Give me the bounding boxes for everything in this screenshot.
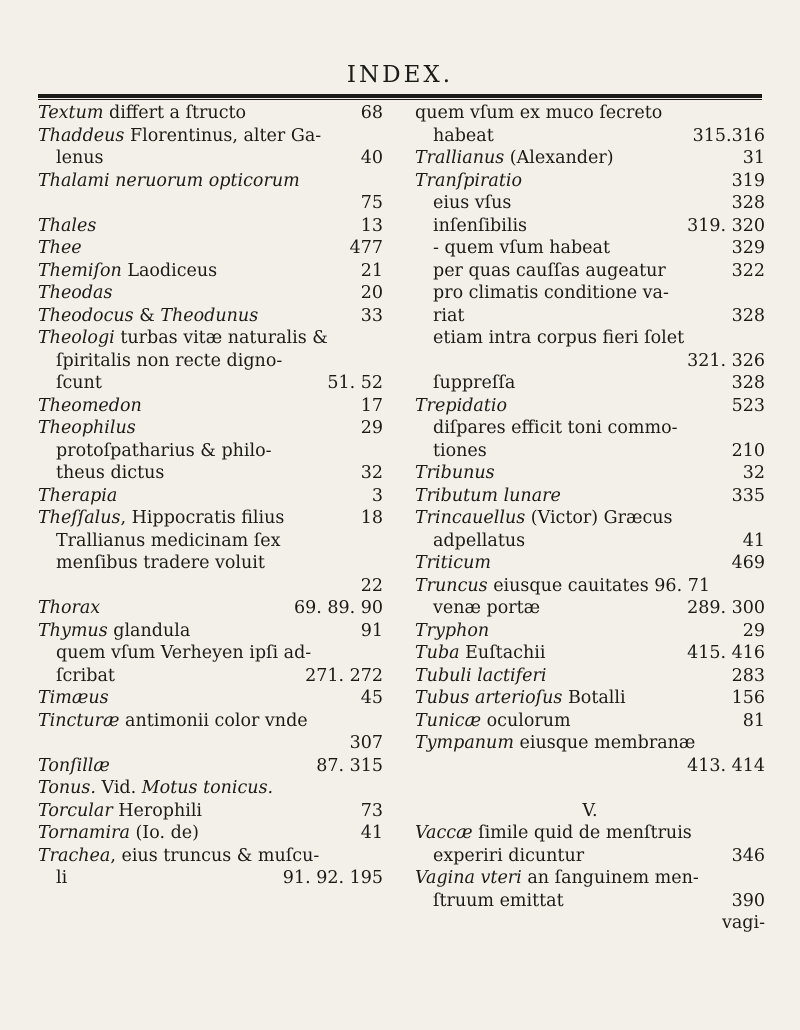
index-text: Trallianus medicinam ſex (56, 530, 281, 551)
index-text: ſpiritalis non recte digno- (56, 350, 283, 371)
index-line (38, 642, 383, 665)
page-numbers: 415. 416 (687, 643, 765, 663)
index-line (38, 530, 383, 553)
index-text: venæ portæ (433, 598, 541, 618)
index-line (38, 440, 383, 463)
left-column (38, 102, 383, 890)
index-line (38, 462, 383, 485)
index-line (415, 260, 765, 283)
index-term: Theſſalus (38, 508, 121, 528)
index-text: eiusque cauitates 96. 71 (487, 575, 710, 596)
index-term: Thorax (38, 598, 101, 618)
page-numbers: 328 (731, 305, 765, 326)
index-term: Textum (38, 103, 104, 123)
page-numbers: 307 (349, 733, 383, 753)
page-numbers: 329 (731, 238, 765, 258)
index-term: Theodocus (38, 305, 134, 326)
index-line (415, 642, 765, 665)
index-line (38, 755, 383, 778)
index-text: eius vſus (433, 193, 512, 213)
index-line (415, 732, 765, 755)
page-numbers: 283 (731, 665, 765, 686)
index-text: riat (433, 305, 465, 326)
page-numbers: 335 (731, 485, 765, 506)
index-line (415, 912, 765, 935)
index-text: quem vſum ex muco ſecreto (415, 103, 663, 123)
index-term: Theologi (38, 328, 115, 348)
index-term: Tonſillæ (38, 755, 110, 776)
index-line (415, 350, 765, 373)
page-numbers: 29 (742, 620, 765, 641)
index-text: Vid. (95, 778, 142, 798)
index-term: Therapia (38, 485, 118, 506)
index-term: Vaccæ (415, 823, 473, 843)
page-numbers: 210 (731, 440, 765, 461)
index-line (415, 687, 765, 710)
index-line (38, 170, 383, 193)
index-line (415, 890, 765, 913)
index-term: Thales (38, 215, 97, 236)
page-numbers: 413. 414 (687, 755, 765, 776)
page-numbers: 22 (360, 575, 383, 596)
index-line (38, 732, 383, 755)
index-line (415, 395, 765, 418)
page-header: INDEX. (346, 62, 454, 88)
index-term: Themiſon (38, 260, 122, 281)
index-text: (Io. de) (129, 823, 199, 843)
index-text: (Alexander) (504, 148, 614, 168)
page-numbers: 32 (360, 463, 383, 483)
index-line (415, 327, 765, 350)
page-numbers: 21 (360, 260, 383, 281)
page-numbers: 18 (360, 508, 383, 528)
index-line (415, 665, 765, 688)
index-line (38, 867, 383, 890)
index-term: Tuba (415, 643, 460, 663)
index-text: protoſpatharius & philo- (56, 440, 272, 461)
index-term: Theomedon (38, 395, 142, 416)
index-line (38, 777, 383, 800)
page-numbers: 73 (360, 800, 383, 821)
index-text: Herophili (112, 800, 203, 821)
page-numbers: 469 (731, 553, 765, 573)
page-numbers: 91 (360, 620, 383, 641)
index-line (38, 800, 383, 823)
index-term: Vagina vteri (415, 868, 522, 888)
index-term: Motus tonicus. (141, 778, 274, 798)
index-line (415, 440, 765, 463)
index-line (38, 417, 383, 440)
index-text: turbas vitæ naturalis & (114, 328, 328, 348)
index-text: habeat (433, 125, 494, 146)
index-line (38, 597, 383, 620)
index-line (415, 530, 765, 553)
index-text: adpellatus (433, 530, 526, 551)
index-term: Tubus arterioſus (415, 688, 563, 708)
page-numbers: 87. 315 (316, 755, 383, 776)
index-line (415, 417, 765, 440)
index-text: ſtruum emittat (433, 890, 564, 911)
page-numbers: 271. 272 (305, 665, 383, 686)
index-line (415, 102, 765, 125)
index-text: Euſtachii (459, 643, 546, 663)
index-text: etiam intra corpus fieri ſolet (433, 328, 685, 348)
page-numbers: 156 (731, 688, 765, 708)
page-numbers: 68 (360, 103, 383, 123)
index-term: Tympanum (415, 733, 514, 753)
page-numbers: 3 (371, 485, 383, 506)
page-numbers: 31 (742, 148, 765, 168)
index-text: ſimile quid de menſtruis (472, 823, 692, 843)
page-numbers: 29 (360, 418, 383, 438)
page-numbers: 17 (360, 395, 383, 416)
index-text: differt a ſtructo (103, 103, 247, 123)
page-numbers: 33 (360, 305, 383, 326)
index-line (38, 147, 383, 170)
index-line (415, 125, 765, 148)
index-line (38, 822, 383, 845)
index-line (415, 710, 765, 733)
index-line (415, 170, 765, 193)
index-line (415, 485, 765, 508)
index-text: - quem vſum habeat (433, 238, 610, 258)
index-line (415, 800, 765, 823)
page-numbers: 41 (742, 530, 765, 551)
index-term: Trepidatio (415, 395, 507, 416)
index-text: inſenſibilis (433, 215, 528, 236)
page-numbers: 13 (360, 215, 383, 236)
index-term: Thymus (38, 620, 108, 641)
index-line (38, 215, 383, 238)
index-text: an ſanguinem men- (521, 868, 699, 888)
index-term: Tributum lunare (415, 485, 561, 506)
index-line (38, 620, 383, 643)
page-numbers: 328 (731, 373, 765, 393)
page-numbers: 390 (731, 890, 765, 911)
page-numbers: 289. 300 (687, 598, 765, 618)
index-line (415, 845, 765, 868)
index-text: experiri dicuntur (433, 845, 585, 866)
page-numbers: 69. 89. 90 (293, 598, 383, 618)
index-term: Tryphon (415, 620, 490, 641)
index-term: Torcular (38, 800, 113, 821)
index-term: Theodunus (160, 305, 259, 326)
index-line (415, 620, 765, 643)
index-text: , eius truncus & muſcu- (110, 845, 320, 866)
index-line (415, 575, 765, 598)
index-text: Botalli (562, 688, 626, 708)
index-text: antimonii color vnde (119, 710, 308, 731)
index-line (38, 305, 383, 328)
page-numbers: 319 (731, 170, 765, 191)
index-line (38, 102, 383, 125)
index-text: oculorum (481, 710, 571, 731)
index-line (415, 237, 765, 260)
index-text: V. (582, 800, 598, 821)
index-term: Timæus (38, 688, 109, 708)
index-text: Florentinus, alter Ga- (124, 125, 322, 146)
index-line (38, 282, 383, 305)
page-numbers: 322 (731, 260, 765, 281)
index-line (415, 305, 765, 328)
index-term: Thalami neruorum opticorum (38, 170, 300, 191)
index-text: ſcribat (56, 665, 115, 686)
index-text: diſpares efficit toni commo- (433, 418, 678, 438)
index-term: Triticum (415, 553, 491, 573)
index-text: lenus (56, 148, 104, 168)
index-text: ſuppreſſa (433, 373, 516, 393)
index-line (38, 327, 383, 350)
index-line (38, 395, 383, 418)
index-line (38, 485, 383, 508)
index-line (415, 552, 765, 575)
index-term: Tunicæ (415, 710, 482, 731)
page-numbers: 346 (731, 845, 765, 866)
index-text: theus dictus (56, 463, 165, 483)
index-term: Theodas (38, 283, 113, 303)
page-numbers: 319. 320 (687, 215, 765, 236)
index-text: eiusque membranæ (513, 733, 696, 753)
index-line (38, 665, 383, 688)
index-term: Trincauellus (415, 508, 526, 528)
page-numbers: 45 (360, 688, 383, 708)
index-line (38, 575, 383, 598)
index-line (415, 147, 765, 170)
index-line (415, 215, 765, 238)
index-term: Trallianus (415, 148, 505, 168)
index-term: Truncus (415, 575, 488, 596)
page-numbers: 321. 326 (687, 350, 765, 371)
index-line (415, 507, 765, 530)
index-text: quem vſum Verheyen ipſi ad- (56, 643, 312, 663)
index-text: glandula (107, 620, 191, 641)
index-term: Tranſpiratio (415, 170, 522, 191)
index-term: Thee (38, 238, 82, 258)
page-numbers: 41 (360, 823, 383, 843)
index-line (415, 372, 765, 395)
index-text: pro climatis conditione va- (433, 283, 669, 303)
page-numbers: 328 (731, 193, 765, 213)
index-term: Tribunus (415, 463, 495, 483)
index-text: per quas cauſſas augeatur (433, 260, 666, 281)
index-term: Tubuli lactiferi (415, 665, 547, 686)
index-line (415, 822, 765, 845)
index-line (38, 125, 383, 148)
index-term: Thaddeus (38, 125, 125, 146)
page-numbers: 81 (742, 710, 765, 731)
right-column (415, 102, 765, 935)
index-text: ſcunt (56, 373, 102, 393)
index-line (38, 192, 383, 215)
index-line (38, 710, 383, 733)
index-line (38, 237, 383, 260)
index-line (415, 597, 765, 620)
header-rule (38, 94, 762, 98)
index-line (415, 462, 765, 485)
index-line (415, 777, 765, 800)
index-text: (Victor) Græcus (525, 508, 673, 528)
index-line (415, 192, 765, 215)
index-line (38, 350, 383, 373)
page-numbers: 523 (731, 395, 765, 416)
index-term: Theophilus (38, 418, 136, 438)
index-text: tiones (433, 440, 487, 461)
page-numbers: 40 (360, 148, 383, 168)
index-term: Tornamira (38, 823, 130, 843)
index-term: Tincturæ (38, 710, 120, 731)
index-line (415, 282, 765, 305)
index-text: , Hippocratis filius (120, 508, 285, 528)
page-numbers: 51. 52 (327, 373, 383, 393)
index-line (415, 867, 765, 890)
index-text: & (133, 305, 161, 326)
index-line (38, 845, 383, 868)
page-numbers: 75 (360, 193, 383, 213)
page-numbers: 315.316 (692, 125, 765, 146)
index-line (38, 260, 383, 283)
index-text: Laodiceus (121, 260, 218, 281)
index-term: Trachea (38, 845, 111, 866)
index-text: li (56, 868, 68, 888)
index-line (38, 507, 383, 530)
index-term: Tonus. (38, 778, 96, 798)
index-line (415, 755, 765, 778)
index-line (38, 687, 383, 710)
page-numbers: 32 (742, 463, 765, 483)
page-numbers: 91. 92. 195 (282, 868, 383, 888)
index-line (38, 552, 383, 575)
page-numbers: 20 (360, 283, 383, 303)
index-text: menſibus tradere voluit (56, 553, 265, 573)
page-numbers: 477 (349, 238, 383, 258)
index-line (38, 372, 383, 395)
index-text: vagi- (721, 913, 765, 933)
